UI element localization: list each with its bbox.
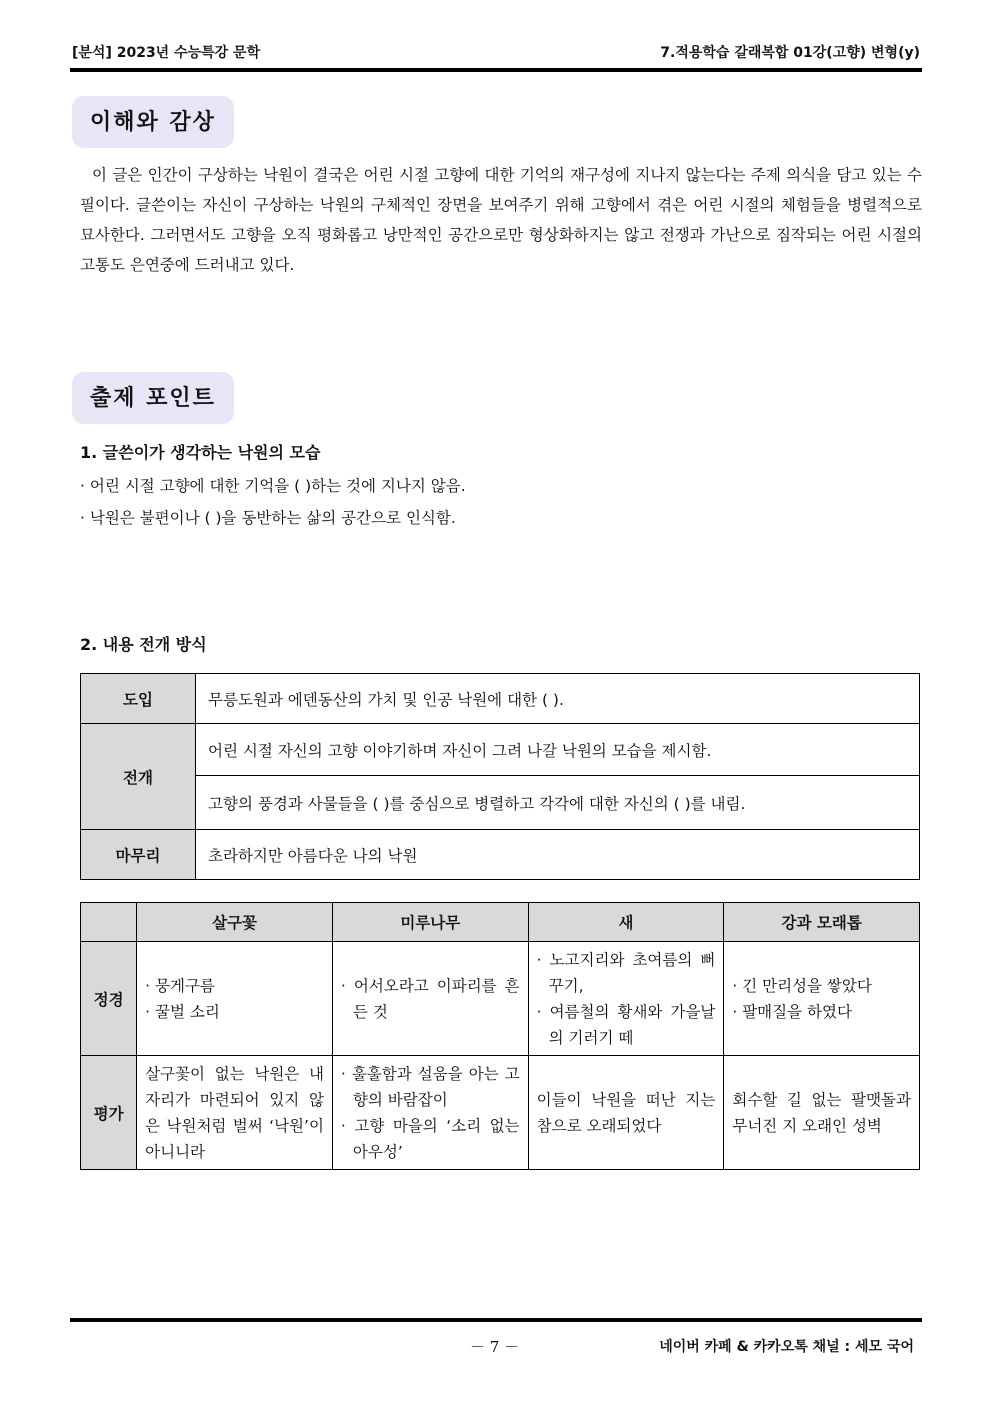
- scene-bird-cell: [528, 942, 724, 1056]
- footer-divider: [70, 1318, 922, 1322]
- comparison-corner-cell: [81, 903, 137, 942]
- eval-bird-cell: [528, 1056, 724, 1170]
- header-left-title: [분석] 2023년 수능특강 문학: [72, 45, 261, 61]
- comparison-header-apricot: 살구꽃: [137, 903, 333, 942]
- scene-river-cell: [724, 942, 920, 1056]
- eval-river-text: 회수할 길 없는 팔맷돌과 무너진 지 오래인 성벽: [732, 1090, 911, 1135]
- scene-poplar-line-1: · 어서오라고 이파리를 흔든 것: [340, 976, 520, 1021]
- point1-item-2: · 낙원은 불편이나 ( )을 동반하는 삶의 공간으로 인식함.: [80, 509, 456, 527]
- eval-river-cell: [724, 1056, 920, 1170]
- comparison-header-river: 강과 모래톱: [724, 903, 920, 942]
- structure-label-ending: 마무리: [81, 830, 196, 880]
- point2-heading: 2. 내용 전개 방식: [80, 635, 207, 654]
- comparison-row-label-evaluation: 평가: [81, 1056, 137, 1170]
- comparison-table: [80, 902, 920, 1170]
- header-divider: [70, 68, 922, 72]
- scene-apricot-line-2: · 꿀벌 소리: [145, 1002, 220, 1021]
- header-right-title: 7.적용학습 갈래복합 01강(고향) 변형(y): [660, 45, 920, 61]
- eval-bird-text: 이들이 낙원을 떠난 지는 참으로 오래되었다: [536, 1090, 716, 1135]
- page-number: － 7 －: [470, 1338, 520, 1356]
- scene-poplar-cell: [332, 942, 528, 1056]
- scene-apricot-line-1: · 뭉게구름: [145, 976, 215, 995]
- eval-poplar-cell: [332, 1056, 528, 1170]
- comparison-row-label-scene: 정경: [81, 942, 137, 1056]
- understanding-paragraph: 이 글은 인간이 구상하는 낙원이 결국은 어린 시절 고향에 대한 기억의 재구성에 지나지 않는다는 주제 의식을 담고 있는 수필이다. 글쓴이는 자신이 구상하는 낙원의 구체적인 장면을 보여주기 위해 고향에서 겪은 어린 시절의 체험들을 병렬적으로 묘사한다. 그러면서도 고향을 오직 평화롭고 낭만적인 공간으로만 형상화하지는 않고 전쟁과 가난으로 짐작되는 어린 시절의 고통도 은연중에 드러내고 있다.: [80, 166, 922, 274]
- structure-label-development: 전개: [81, 724, 196, 830]
- scene-river-line-2: · 팔매질을 하였다: [732, 1002, 852, 1021]
- structure-table: [80, 673, 920, 880]
- structure-text-ending: 초라하지만 아름다운 나의 낙원: [196, 830, 920, 880]
- footer-channel-text: 네이버 카페 & 카카오톡 채널 : 세모 국어: [659, 1339, 914, 1355]
- comparison-header-poplar: 미루나무: [332, 903, 528, 942]
- eval-poplar-line-1: · 훌훌함과 설움을 아는 고향의 바람잡이: [340, 1064, 520, 1109]
- eval-poplar-line-2: · 고향 마을의 ‘소리 없는 아우성’: [340, 1116, 520, 1161]
- section-title-understanding: 이해와 감상: [72, 96, 234, 148]
- point1-item-1: · 어린 시절 고향에 대한 기억을 ( )하는 것에 지나지 않음.: [80, 477, 466, 495]
- structure-label-intro: 도입: [81, 674, 196, 724]
- eval-apricot-text: 살구꽃이 없는 낙원은 내 자리가 마련되어 있지 않은 낙원처럼 벌써 ‘낙원’이 아니니라: [145, 1064, 324, 1161]
- structure-text-intro: 무릉도원과 에덴동산의 가치 및 인공 낙원에 대한 ( ).: [196, 674, 920, 724]
- point1-heading: 1. 글쓴이가 생각하는 낙원의 모습: [80, 443, 321, 462]
- comparison-header-bird: 새: [528, 903, 724, 942]
- scene-apricot-cell: [137, 942, 333, 1056]
- section-title-exam-points: 출제 포인트: [72, 372, 234, 424]
- page-header: [72, 42, 920, 66]
- scene-river-line-1: · 긴 만리성을 쌓았다: [732, 976, 872, 995]
- structure-text-development-2: 고향의 풍경과 사물들을 ( )를 중심으로 병렬하고 각각에 대한 자신의 ( )를 내림.: [196, 776, 920, 830]
- structure-text-development-1: 어린 시절 자신의 고향 이야기하며 자신이 그려 나갈 낙원의 모습을 제시함.: [196, 724, 920, 776]
- scene-bird-line-1: · 노고지리와 초여름의 뻐꾸기,: [536, 950, 716, 995]
- scene-bird-line-2: · 여름철의 황새와 가을날의 기러기 떼: [536, 1002, 716, 1047]
- eval-apricot-cell: [137, 1056, 333, 1170]
